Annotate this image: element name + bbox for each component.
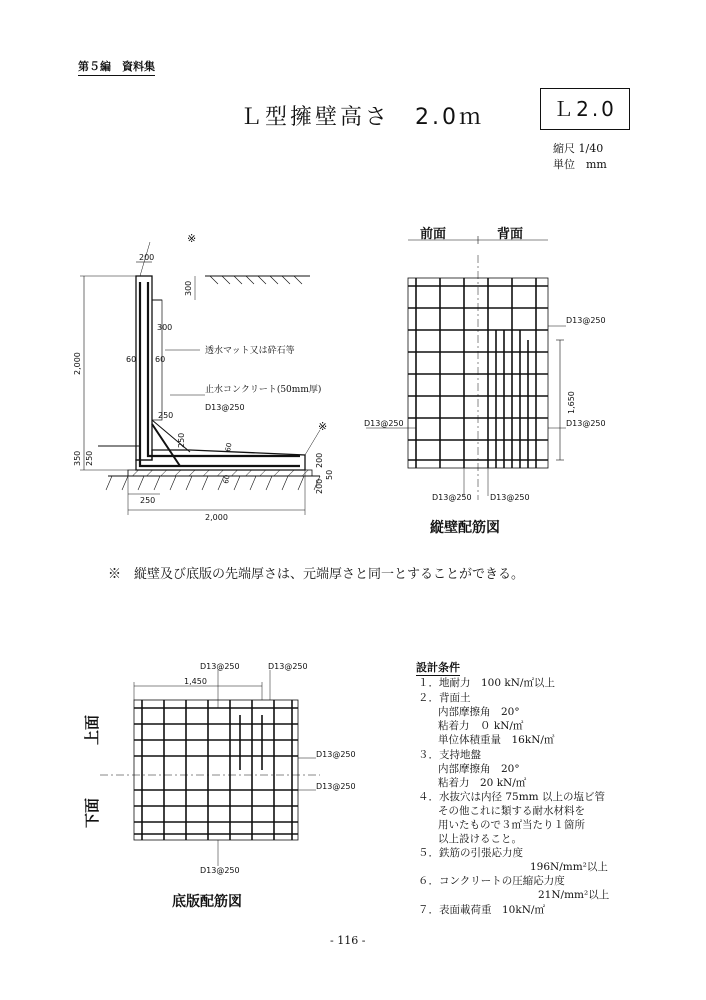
page-number: - 116 - — [330, 934, 366, 947]
asterisk-mark-right: ※ — [318, 420, 328, 433]
condition-line: 内部摩擦角 20° — [438, 706, 520, 718]
wall-dim-1650: 1,650 — [567, 391, 576, 414]
condition-line: ５．鉄筋の引張応力度 — [418, 847, 523, 859]
base-top-label: 上面 — [83, 714, 101, 745]
asterisk-mark-top: ※ — [187, 232, 197, 245]
condition-line: ４．水抜穴は内径 75mm 以上の塩ビ管 — [418, 791, 605, 803]
wall-drawing-caption: 縦壁配筋図 — [430, 520, 500, 536]
dim-50: 50 — [325, 469, 334, 480]
dim-60-base-2: 60 — [222, 474, 232, 485]
design-conditions-title: 設計条件 — [416, 661, 460, 674]
dim-top-width: 200 — [139, 253, 155, 262]
drain-mat-label: 透水マット又は砕石等 — [205, 346, 295, 356]
dim-350: 350 — [73, 450, 82, 466]
dim-300-upper: 300 — [184, 280, 193, 296]
dim-200-bottom: 200 — [315, 478, 324, 494]
drawing-code-box: Ｌ2.0 — [540, 88, 630, 130]
dim-200-right: 200 — [315, 452, 324, 468]
dim-300-mid: 300 — [157, 323, 173, 332]
condition-line: 単位体積重量 16kN/㎥ — [438, 734, 555, 746]
condition-line: 内部摩擦角 20° — [438, 763, 520, 775]
condition-line: その他これに類する耐水材料を — [438, 805, 585, 817]
dim-base-width: 2,000 — [205, 513, 228, 522]
condition-line: ７．表面載荷重 10kN/㎡ — [418, 904, 545, 916]
wall-rebar-label-3: D13@250 — [364, 419, 404, 428]
condition-line: 粘着力 ０ kN/㎡ — [438, 720, 524, 732]
wall-rebar-label-5: D13@250 — [490, 493, 530, 502]
condition-line: １．地耐力 100 kN/㎡以上 — [418, 677, 555, 689]
page-title: Ｌ型擁壁高さ 2.0ｍ — [240, 105, 484, 130]
base-rebar-label-1: D13@250 — [200, 662, 240, 671]
footnote: ※ 縦壁及び底版の先端厚さは、元端厚さと同一とすることができる。 — [108, 567, 525, 582]
scale-label: 縮尺 1/40 — [553, 142, 604, 155]
condition-line: 粘着力 20 kN/㎡ — [438, 777, 527, 789]
base-drawing-caption: 底版配筋図 — [172, 894, 242, 910]
dim-250-a: 250 — [158, 411, 174, 420]
condition-line: ３．支持地盤 — [418, 749, 481, 761]
base-bottom-label: 下面 — [83, 797, 101, 828]
dim-250-c: 250 — [85, 450, 94, 466]
wall-rebar-label-1: D13@250 — [566, 316, 606, 325]
waterstop-label: 止水コンクリート(50mm厚) — [205, 385, 322, 395]
condition-line: ６．コンクリートの圧縮応力度 — [418, 875, 565, 887]
section-drawing — [80, 242, 320, 515]
unit-label: 単位 mm — [553, 158, 607, 171]
base-rebar-label-4: D13@250 — [316, 782, 356, 791]
base-rebar-drawing — [100, 670, 320, 866]
condition-line: 21N/mm²以上 — [538, 889, 610, 901]
base-rebar-label-5: D13@250 — [200, 866, 240, 875]
base-rebar-label-3: D13@250 — [316, 750, 356, 759]
base-rebar-label-2: D13@250 — [268, 662, 308, 671]
wall-front-label: 前面 — [420, 227, 447, 242]
condition-line: 用いたもので３㎡当たり１箇所 — [438, 819, 585, 831]
condition-line: ２．背面土 — [418, 692, 471, 704]
wall-back-label: 背面 — [497, 227, 524, 242]
dim-250-b: 250 — [177, 432, 186, 448]
section-header: 第５編 資料集 — [78, 58, 155, 76]
wall-rebar-label-2: D13@250 — [566, 419, 606, 428]
dim-height-total: 2,000 — [73, 352, 82, 375]
condition-line: 196N/mm²以上 — [530, 861, 608, 873]
base-dim-1450: 1,450 — [184, 677, 207, 686]
wall-rebar-drawing — [366, 236, 566, 500]
dim-60-right: 60 — [155, 355, 166, 364]
dim-60-base: 60 — [224, 442, 234, 453]
condition-line: 以上設けること。 — [438, 833, 522, 845]
section-rebar-label: D13@250 — [205, 403, 245, 412]
dim-250-heel: 250 — [140, 496, 156, 505]
wall-rebar-label-4: D13@250 — [432, 493, 472, 502]
dim-60-left: 60 — [126, 355, 137, 364]
